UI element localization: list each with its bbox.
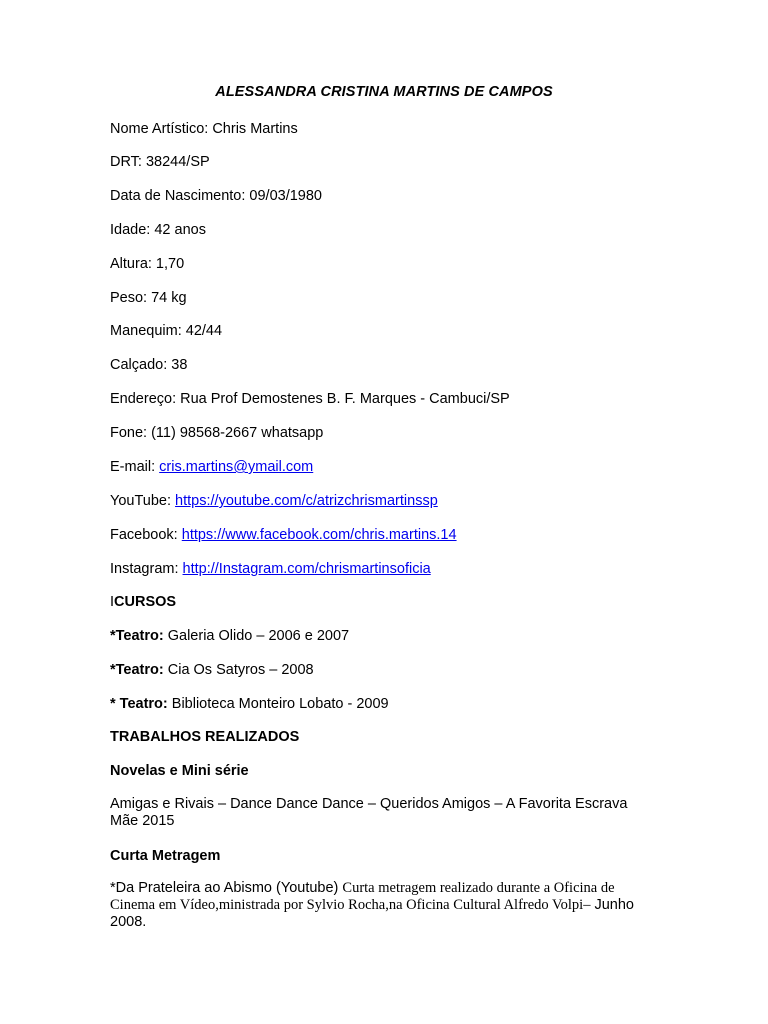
- facebook-line: [110, 526, 457, 544]
- curta-text: [110, 880, 658, 931]
- curta-heading: Curta Metragem: [110, 848, 221, 864]
- trabalhos-heading: TRABALHOS REALIZADOS: [110, 729, 300, 745]
- curso-text: Galeria Olido – 2006 e 2007: [163, 628, 350, 644]
- instagram-line: [110, 560, 431, 578]
- cursos-heading: [110, 593, 176, 611]
- altura: Altura: 1,70: [110, 256, 185, 272]
- curta-date: Junho 2008.: [110, 897, 634, 930]
- curso-item: [110, 627, 349, 645]
- cursos-heading-prefix: I: [110, 594, 115, 610]
- data-nascimento: Data de Nascimento: 09/03/1980: [110, 188, 322, 204]
- peso: Peso: 74 kg: [110, 290, 187, 306]
- curta-title: *Da Prateleira ao Abismo (Youtube): [110, 880, 343, 896]
- instagram-link[interactable]: http://Instagram.com/chrismartinsoficia: [182, 561, 431, 577]
- curso-text: Biblioteca Monteiro Lobato - 2009: [167, 696, 389, 712]
- novelas-text: Amigas e Rivais – Dance Dance Dance – Queridos Amigos – A Favorita Escrava Mãe 2015: [110, 796, 628, 829]
- fone: Fone: (11) 98568-2667 whatsapp: [110, 425, 324, 441]
- idade: Idade: 42 anos: [110, 222, 206, 238]
- curso-text: Cia Os Satyros – 2008: [163, 662, 314, 678]
- curso-item: [110, 661, 314, 679]
- youtube-line: [110, 492, 438, 510]
- curso-label: *Teatro:: [110, 628, 164, 644]
- drt: DRT: 38244/SP: [110, 154, 210, 170]
- curso-label: *Teatro:: [110, 662, 164, 678]
- instagram-label: Instagram:: [110, 561, 183, 577]
- youtube-link[interactable]: https://youtube.com/c/atrizchrismartinssp: [175, 493, 438, 509]
- manequim: Manequim: 42/44: [110, 323, 223, 339]
- curso-label: * Teatro:: [110, 696, 168, 712]
- cursos-heading-text: CURSOS: [114, 594, 177, 610]
- endereco: Endereço: Rua Prof Demostenes B. F. Marques - Cambuci/SP: [110, 391, 510, 407]
- email-label: E-mail:: [110, 459, 160, 475]
- calcado: Calçado: 38: [110, 357, 188, 373]
- facebook-label: Facebook:: [110, 527, 182, 543]
- curta-description: Curta metragem realizado durante a Oficina de Cinema em Vídeo,ministrada por Sylvio Rocha,na Oficina Cultural Alfredo Volpi–: [110, 880, 615, 913]
- novelas-heading: Novelas e Mini série: [110, 763, 249, 779]
- youtube-label: YouTube:: [110, 493, 176, 509]
- email-line: [110, 458, 313, 476]
- page-title: ALESSANDRA CRISTINA MARTINS DE CAMPOS: [215, 84, 553, 100]
- curso-item: [110, 695, 389, 713]
- email-link[interactable]: cris.martins@ymail.com: [159, 459, 314, 475]
- facebook-link[interactable]: https://www.facebook.com/chris.martins.14: [181, 527, 457, 543]
- nome-artistico: Nome Artístico: Chris Martins: [110, 121, 298, 137]
